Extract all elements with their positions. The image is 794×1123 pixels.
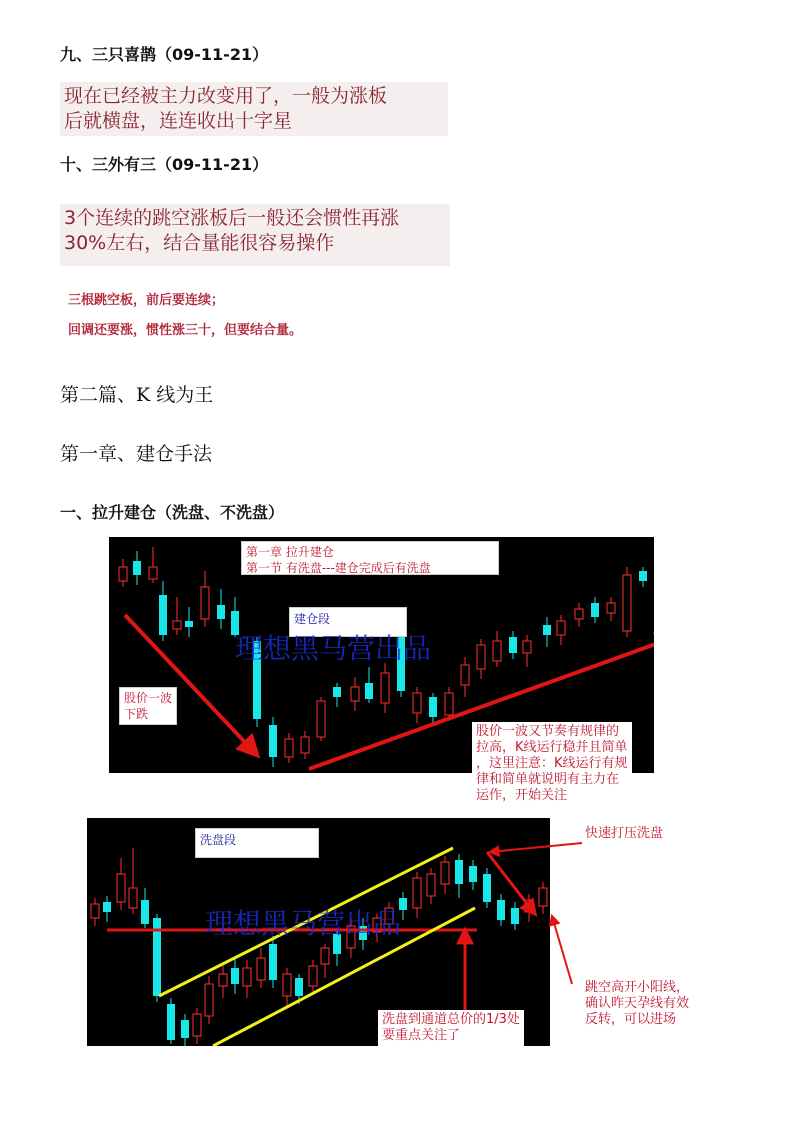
chart-1-header-line1: 第一章 拉升建仓 <box>246 545 334 559</box>
candle <box>483 874 491 902</box>
chart-1-right-note <box>472 722 632 806</box>
candle <box>317 701 325 737</box>
candle <box>445 693 453 715</box>
candle <box>461 665 469 685</box>
candle <box>257 958 265 980</box>
chart-1-stage-label: 建仓段 <box>289 607 407 637</box>
section-9-title: 九、三只喜鹊（09-11-21） <box>60 45 269 64</box>
chart-2-note-right-line2: 确认昨天孕线有效 <box>585 996 690 1011</box>
candle <box>539 888 547 906</box>
candle <box>167 1004 175 1040</box>
section-9-image-note <box>60 82 448 136</box>
chapter-1-heading: 第一章、建仓手法 <box>60 443 213 465</box>
chart-1-right-note-line2: 拉高，K线运行稳并且简单 <box>476 740 628 755</box>
candle <box>185 621 193 627</box>
candle <box>321 948 329 964</box>
candle <box>295 978 303 996</box>
candle <box>591 603 599 617</box>
candle <box>103 902 111 912</box>
chart-2-note-bottom <box>378 1010 524 1046</box>
chart-1-left-label-line2: 下跌 <box>124 707 149 721</box>
section-10-note1: 三根跳空板，前后要连续； <box>68 293 225 308</box>
chart-1-right-note-line4: 律和简单就说明有主力在 <box>476 772 620 787</box>
candle <box>493 641 501 661</box>
candle <box>607 603 615 613</box>
candle <box>269 944 277 980</box>
candle <box>381 673 389 703</box>
section-9-line2: 后就横盘，连连收出十字星 <box>64 110 293 132</box>
subsection-1-title: 一、拉升建仓（洗盘、不洗盘） <box>60 503 285 522</box>
chart-2-note-right <box>585 980 689 1028</box>
candle <box>511 908 519 924</box>
candle <box>173 621 181 629</box>
candle <box>309 966 317 986</box>
chart-2-note-right-line3: 反转，可以进场 <box>585 1012 677 1027</box>
candle <box>181 1020 189 1038</box>
section-10-notes <box>68 286 302 346</box>
section-10-image-note <box>60 204 450 266</box>
candle <box>119 567 127 581</box>
candle <box>285 739 293 757</box>
section-10-title: 十、三外有三（09-11-21） <box>60 155 269 174</box>
section-10-line2: 30%左右，结合量能很容易操作 <box>64 232 335 254</box>
candle <box>301 737 309 753</box>
candle <box>469 866 477 882</box>
chart-1-header <box>241 541 499 575</box>
candle <box>365 683 373 699</box>
candle <box>639 571 647 581</box>
candle <box>557 621 565 635</box>
candle <box>141 900 149 924</box>
chart-2-note-top: 快速打压洗盘 <box>585 826 664 841</box>
candle <box>623 575 631 631</box>
candle <box>413 693 421 713</box>
candle <box>201 587 209 619</box>
candle <box>117 874 125 902</box>
candle <box>219 974 227 986</box>
chart-1-left-label <box>119 687 177 725</box>
chart-1-watermark: 理想黑马营出品 <box>235 632 432 665</box>
chart-2-stage-label: 洗盘段 <box>195 828 319 858</box>
chart-1-header-line2: 第一节 有洗盘---建仓完成后有洗盘 <box>246 561 431 575</box>
candle <box>91 904 99 918</box>
chart-1-right-note-line5: 运作，开始关注 <box>476 788 568 803</box>
candle <box>427 874 435 896</box>
candle <box>283 974 291 996</box>
candle <box>333 687 341 697</box>
candle <box>217 605 225 619</box>
candle <box>243 968 251 986</box>
candle <box>509 637 517 653</box>
section-9-line1: 现在已经被主力改变用了，一般为涨板 <box>64 85 388 107</box>
chart-2-note-bottom-line1: 洗盘到通道总价的1/3处 <box>382 1012 520 1027</box>
chart-2-note-right-line1: 跳空高开小阳线， <box>585 980 690 995</box>
candle <box>523 641 531 653</box>
chart-2-watermark: 理想黑马营出品 <box>205 907 402 940</box>
candle <box>231 968 239 984</box>
chart-1-right-note-line1: 股价一波又节奏有规律的 <box>476 724 620 739</box>
candle <box>477 645 485 669</box>
candle <box>159 595 167 635</box>
section-10-line1: 3个连续的跳空涨板后一般还会惯性再涨 <box>64 207 400 229</box>
candle <box>441 862 449 884</box>
chart-1-right-note-line3: ，这里注意：K线运行有规 <box>476 756 628 771</box>
candle <box>269 725 277 757</box>
candle <box>129 888 137 908</box>
candle <box>429 697 437 717</box>
section-10-note2: 回调还要涨，惯性涨三十，但要结合量。 <box>68 323 303 338</box>
candle <box>133 561 141 575</box>
part-2-heading: 第二篇、K 线为王 <box>60 384 214 406</box>
candle <box>193 1014 201 1036</box>
annotation-arrow-right <box>552 916 572 984</box>
candle <box>413 878 421 908</box>
candle <box>575 609 583 619</box>
washout-arrow <box>487 852 535 914</box>
candle <box>205 984 213 1016</box>
candle <box>497 900 505 920</box>
candle <box>351 687 359 701</box>
chart-2-note-bottom-line2: 要重点关注了 <box>382 1028 461 1043</box>
candle <box>149 567 157 579</box>
candle <box>543 625 551 635</box>
chart-1-left-label-line1: 股价一波 <box>124 691 173 705</box>
candle <box>455 860 463 884</box>
